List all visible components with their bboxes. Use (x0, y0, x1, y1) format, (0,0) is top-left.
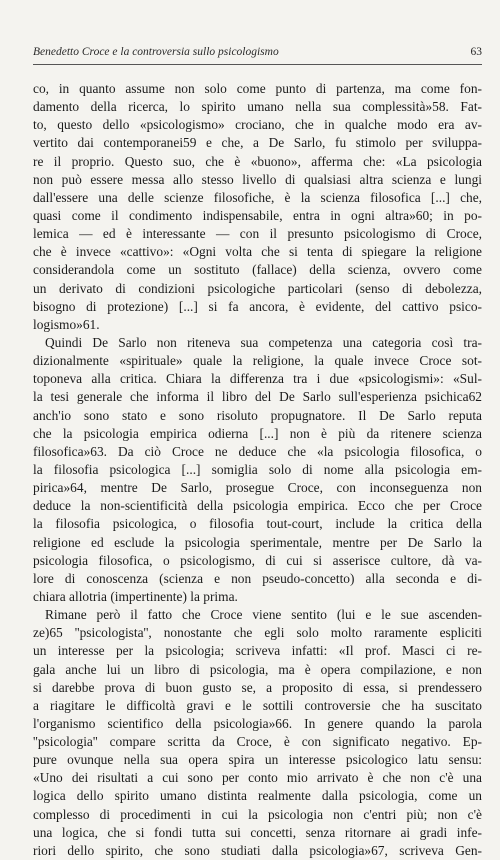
text-line: un interesse per la psicologia; scriveva infatti: «Il prof. Masci ci re- (33, 643, 482, 659)
text-line: quasi come il condimento indispensabile, entra in ogni altra»60; in po- (33, 207, 482, 223)
text-line: ze)65 ''psicologista'', nonostante che egli solo molto raramente espliciti (33, 625, 482, 641)
text-line: la tesi generale che informa il libro del De Sarlo sull'esperienza psichica62 (33, 389, 482, 405)
text-line: co, in quanto assume non solo come punto di partenza, ma come fon- (33, 81, 482, 96)
text-line: pure ovunque nella sua opera spira un interesse psicologico latu sensu: (33, 752, 482, 768)
page-number: 63 (470, 46, 482, 58)
text-line: considerandola come un sostituto (fallace) della scienza, ovvero come (33, 262, 482, 278)
text-line: vertito dai contemporanei59 e che, a De Sarlo, fu stimolo per sviluppa- (33, 135, 482, 151)
text-line: non può essere messa allo stesso livello di qualsiasi altra scienza e lungi (33, 171, 482, 187)
text-line: lore di conoscenza (scienza e non pseudo-concetto) alla seconda e di- (33, 570, 482, 586)
text-line: filosofica»63. Da ciò Croce ne deduce che «la psicologia filosofica, o (33, 443, 482, 459)
text-line: Quindi De Sarlo non riteneva sua competenza una categoria così tra- (45, 334, 482, 350)
text-line: una logica, che si fondi tutta sui concetti, senza ritornare ai gradi infe- (33, 824, 482, 840)
text-line: to, questo dello «psicologismo» crociano, che in qualche modo era av- (33, 117, 482, 133)
text-line: damento della ricerca, lo spirito umano nella sua complessità»58. Fat- (33, 99, 482, 115)
text-line: gala anche lui un libro di psicologia, ma è opera compilazione, e non (33, 661, 482, 677)
text-line: religione ed esclude la psicologia sperimentale, mentre per De Sarlo la (33, 534, 482, 550)
text-line: la filosofia psicologica, o filosofia tout-court, include la critica della (33, 516, 482, 532)
text-line: logica dello spirito umano distinta realmente dalla psicologia, come un (33, 788, 482, 804)
text-line: anch'io sono stato e sono risoluto propugnatore. Il De Sarlo reputa (33, 407, 482, 423)
text-line: chiara allotria (impertinente) la prima. (33, 588, 238, 604)
text-line: a riagitare le difficoltà gravi e le sottili controversie che ha suscitato (33, 697, 482, 713)
text-line: che è invece «cattivo»: «Ogni volta che si tenta di spiegare la religione (33, 244, 482, 260)
text-line: toponeva alla critica. Chiara la differenza tra i due «psicologismi»: «Sul- (33, 371, 482, 387)
text-line: l'organismo scientifico della psicologia»66. In genere quando la parola (33, 715, 482, 731)
body-text (33, 80, 482, 860)
text-line: lemica — ed è interessante — con il presunto psicologismo di Croce, (33, 226, 482, 242)
text-line: si darebbe prova di buon gusto se, a proposito di essa, si prendessero (33, 679, 482, 695)
text-line: pirica»64, mentre De Sarlo, prosegue Croce, con inconseguenza non (33, 480, 482, 496)
text-line: logismo»61. (33, 316, 100, 332)
text-line: dall'essere una delle scienze filosofiche, è la scienza filosofica [...] che, (33, 189, 482, 205)
text-line: ''psicologia'' compare scritta da Croce, è con significato negativo. Ep- (33, 734, 482, 750)
text-line: deduce la non-scientificità della psicologia empirica. Ecco che per Croce (33, 498, 482, 514)
header-rule (33, 64, 482, 65)
text-line: «Uno dei risultati a cui sono per conto mio arrivato è che non c'è una (33, 770, 482, 786)
text-line: psicologia filosofica, o psicologismo, di cui si asserisce cultore, dà va- (33, 552, 482, 568)
text-line: re il proprio. Questo suo, che è «buono», afferma che: «La psicologia (33, 153, 482, 169)
text-line: complesso di procedimenti in cui la psicologia non c'entri più; non c'è (33, 806, 482, 822)
text-line: bisogno di protezione) [...] si fa ancora, è evidente, del cattivo psico- (33, 298, 482, 314)
running-header (33, 46, 482, 58)
text-line: un derivato di condizioni psicologiche particolari (senso di debolezza, (33, 280, 482, 296)
text-line: riori dello spirito, che sono studiati dalla psicologia»67, scriveva Gen- (33, 842, 482, 858)
running-title: Benedetto Croce e la controversia sullo psicologismo (33, 46, 279, 58)
text-line: che la psicologia empirica odierna [...] non è più da ritenere scienza (33, 425, 482, 441)
text-line: la filosofia psicologica [...] somiglia solo di nome alla psicologia em- (33, 461, 482, 477)
text-line: dizionalmente «spirituale» quale la religione, la quale invece Croce sot- (33, 353, 482, 369)
text-line: Rimane però il fatto che Croce viene sentito (lui e le sue ascenden- (45, 607, 482, 623)
